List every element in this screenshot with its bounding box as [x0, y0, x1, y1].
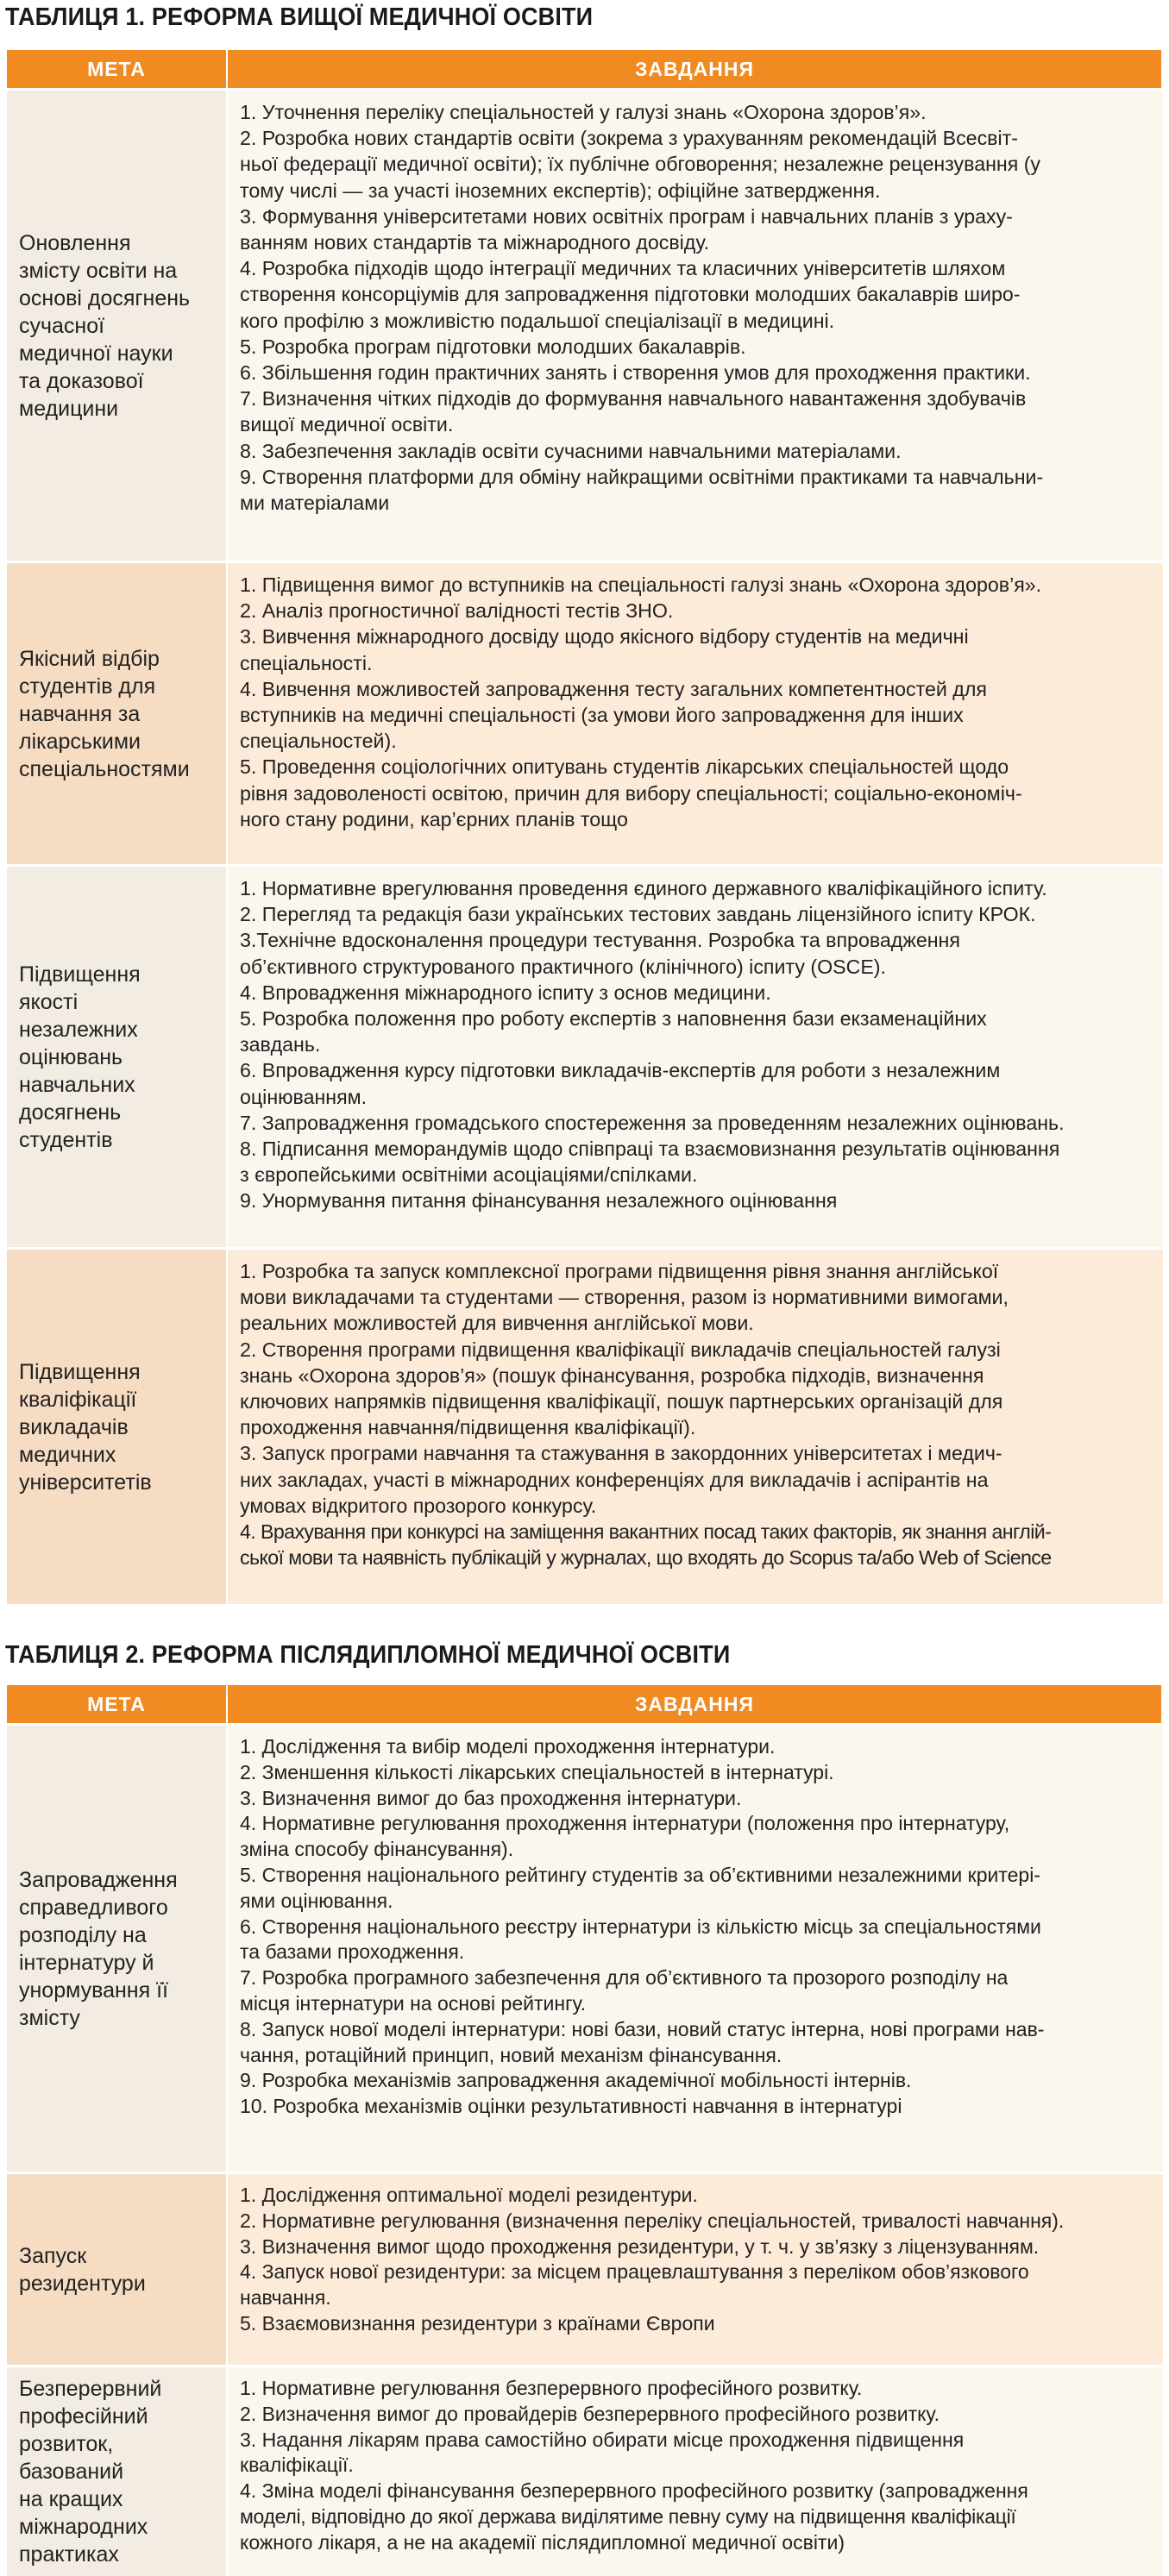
task-line: зміна способу фінансування). — [240, 1838, 514, 1861]
task-line: об’єктивного структурованого практичного (клінічного) іспиту (OSCE). — [240, 955, 886, 978]
task-line: ключових напрямків підвищення кваліфікації, пошук партнерських організацій для — [240, 1390, 1003, 1413]
table1-header-tasks: ЗАВДАННЯ — [228, 50, 1163, 88]
task-line: ньої федерації медичної освіти); їх публічне обговорення; незалежне рецензування (у — [240, 153, 1041, 176]
task-line: 10. Розробка механізмів оцінки результативності навчання в інтернатурі — [240, 2095, 902, 2118]
task-line: 3. Формування університетами нових освітніх програм і навчальних планів з ураху- — [240, 204, 1013, 228]
task-line: навчання. — [240, 2286, 331, 2310]
task-line: 1. Уточнення переліку спеціальностей у галузі знань «Охорона здоров’я». — [240, 101, 927, 123]
goal-line: Підвищення — [19, 1359, 141, 1384]
task-line: 1. Підвищення вимог до вступників на спеціальності галузі знань «Охорона здоров’я». — [240, 573, 1042, 596]
task-line: 8. Запуск нової моделі інтернатури: нові бази, новий статус інтерна, нові програми нав- — [240, 2017, 1045, 2040]
goal-line: спеціальностями — [19, 756, 190, 781]
task-line: 7. Запровадження громадського спостереження за проведенням незалежних оцінювань. — [240, 1111, 1065, 1134]
task-line: проходження навчання/підвищення кваліфікації). — [240, 1416, 696, 1439]
task-line: 5. Розробка програм підготовки молодших бакалаврів. — [240, 335, 746, 358]
task-line: завдань. — [240, 1033, 321, 1056]
goal-line: медичних — [19, 1442, 116, 1467]
task-line: 6. Створення національного реєстру інтернатури із кількістю місць за спеціальностями — [240, 1915, 1041, 1938]
task-line: кваліфікації. — [240, 2454, 354, 2477]
task-line: створення консорціумів для запровадження підготовки молодших бакалаврів широ- — [240, 283, 1021, 306]
goal-line: Безперервний — [19, 2377, 162, 2401]
goal-line: досягнень — [19, 1100, 122, 1125]
task-line: з європейськими освітніми асоціаціями/спілками. — [240, 1163, 698, 1187]
task-line: тому числі — за участі іноземних експертів); офіційне затвердження. — [240, 179, 881, 202]
task-line: знань «Охорона здоров’я» (пошук фінансування, розробка підходів, визначення — [240, 1363, 984, 1387]
goal-line: змісту освіти на — [19, 258, 178, 283]
task-line: 2. Створення програми підвищення кваліфікації викладачів спеціальностей галузі — [240, 1338, 1001, 1361]
task-line: 7. Визначення чітких підходів до формування навчального навантаження здобувачів — [240, 387, 1027, 411]
goal-line: унормування її — [19, 1977, 168, 2003]
task-line: 1. Дослідження оптимальної моделі резидентури. — [240, 2184, 698, 2206]
goal-line: міжнародних — [19, 2515, 148, 2539]
task-line: 3. Визначення вимог щодо проходження резидентури, у т. ч. у зв’язку з ліцензуванням. — [240, 2234, 1040, 2258]
task-line: рівня задоволеності освітою, причин для вибору спеціальності; соціально-економіч- — [240, 781, 1022, 805]
goal-line: оцінювань — [19, 1044, 123, 1069]
goal-line: кваліфікації — [19, 1387, 137, 1412]
table2-header-goal: МЕТА — [7, 1685, 228, 1723]
goal-line: резидентури — [19, 2271, 146, 2296]
task-line: них закладах, участі в міжнародних конференціях для викладачів і аспірантів на — [240, 1468, 989, 1491]
table1-row1-tasks — [228, 88, 1163, 561]
goal-line: на кращих — [19, 2487, 123, 2511]
task-line: спеціальності. — [240, 651, 373, 674]
task-line: спеціальностей). — [240, 730, 397, 753]
task-line: ями оцінювання. — [240, 1889, 393, 1912]
goal-line: лікарськими — [19, 729, 141, 754]
goal-line: університетів — [19, 1470, 152, 1495]
task-line: ванням нових стандартів та міжнародного досвіду. — [240, 231, 710, 254]
goal-line: Підвищення — [19, 962, 141, 987]
goal-text — [19, 645, 190, 783]
goal-text — [19, 2242, 146, 2297]
task-line: 2. Розробка нових стандартів освіти (зокрема з урахуванням рекомендацій Всесвіт- — [240, 127, 1018, 150]
table2-row2-tasks — [228, 2172, 1163, 2365]
table1 — [7, 50, 1163, 1604]
task-line: 8. Підписання меморандумів щодо співпраці та взаємовизнання результатів оцінювання — [240, 1138, 1060, 1161]
task-line: 6. Впровадження курсу підготовки викладачів-експертів для роботи з незалежним — [240, 1059, 1001, 1082]
task-line: 4. Врахування при конкурсі на заміщення вакантних посад таких факторів, як знання англій- — [240, 1520, 1052, 1544]
task-line: чання, ротаційний принцип, новий механізм фінансування. — [240, 2043, 782, 2066]
task-line: 2. Визначення вимог до провайдерів безперервного професійного розвитку. — [240, 2402, 940, 2425]
task-line: кого профілю з можливістю подальшої спеціалізації в медицині. — [240, 309, 835, 332]
goal-line: сучасної — [19, 313, 105, 338]
goal-line: та доказової — [19, 368, 144, 393]
task-line: 3. Вивчення міжнародного досвіду щодо якісного відбору студентів на медичні — [240, 625, 969, 649]
goal-line: навчальних — [19, 1072, 135, 1097]
goal-line: медицини — [19, 396, 119, 421]
task-line: 3. Визначення вимог до баз проходження інтернатури. — [240, 1786, 742, 1809]
goal-text — [19, 229, 190, 423]
task-line: 9. Розробка механізмів запровадження академічної мобільності інтернів. — [240, 2069, 912, 2092]
table1-row3-tasks — [228, 864, 1163, 1247]
table1-header-goal: МЕТА — [7, 50, 228, 88]
goal-text — [19, 1358, 152, 1496]
task-line: 4. Зміна моделі фінансування безперервного професійного розвитку (запровадження — [240, 2479, 1028, 2503]
task-line: мови викладачами та студентами — створення, разом із нормативними вимогами, — [240, 1286, 1009, 1309]
goal-text — [19, 2375, 161, 2568]
task-line: вступників на медичні спеціальності (за умови його запровадження для інших — [240, 704, 964, 727]
task-line: 1. Нормативне регулювання безперервного професійного розвитку. — [240, 2377, 863, 2399]
table2-title: ТАБЛИЦЯ 2. РЕФОРМА ПІСЛЯДИПЛОМНОЇ МЕДИЧНОЇ ОСВІТИ — [5, 1641, 731, 1669]
task-line: вищої медичної освіти. — [240, 413, 454, 436]
goal-text — [19, 961, 141, 1154]
table1-row2-goal — [7, 561, 228, 864]
goal-line: змісту — [19, 2005, 80, 2030]
task-line: умовах відкритого прозорого конкурсу. — [240, 1494, 597, 1517]
task-line: 5. Проведення соціологічних опитувань студентів лікарських спеціальностей щодо — [240, 755, 1009, 779]
task-line: ного стану родини, кар’єрних планів тощо — [240, 807, 628, 830]
goal-line: розвиток, — [19, 2432, 114, 2456]
task-line: оцінюванням. — [240, 1085, 368, 1108]
table1-row4-tasks — [228, 1247, 1163, 1604]
task-line: 2. Перегляд та редакція бази українських тестових завдань ліцензійного іспиту КРОК. — [240, 903, 1036, 926]
table2 — [7, 1685, 1163, 2576]
task-line: 4. Впровадження міжнародного іспиту з основ медицини. — [240, 981, 771, 1004]
task-line: 1. Нормативне врегулювання проведення єдиного державного кваліфікаційного іспиту. — [240, 877, 1047, 899]
goal-line: незалежних — [19, 1017, 138, 1042]
task-line: 5. Створення національного рейтингу студентів за об’єктивними незалежними критері- — [240, 1863, 1040, 1886]
goal-line: основі досягнень — [19, 285, 191, 310]
table2-row1-goal — [7, 1723, 228, 2172]
goal-line: професійний — [19, 2404, 148, 2429]
table2-row3-goal — [7, 2365, 228, 2576]
task-line: 4. Запуск нової резидентури: за місцем працевлаштування з переліком обов’язкового — [240, 2260, 1029, 2284]
table2-row2-goal — [7, 2172, 228, 2365]
task-line: 3. Запуск програми навчання та стажування в закордонних університетах і медич- — [240, 1442, 1002, 1465]
table2-header-tasks: ЗАВДАННЯ — [228, 1685, 1163, 1723]
task-line: місця інтернатури на основі рейтингу. — [240, 1991, 587, 2015]
task-line: 8. Забезпечення закладів освіти сучасними навчальними матеріалами. — [240, 439, 902, 462]
task-line: 4. Вивчення можливостей запровадження тесту загальних компетентностей для — [240, 677, 987, 700]
table1-row1-goal — [7, 88, 228, 561]
table1-row3-goal — [7, 864, 228, 1247]
task-line: 6. Збільшення годин практичних занять і створення умов для проходження практики. — [240, 361, 1031, 385]
task-line: та базами проходження. — [240, 1940, 465, 1964]
goal-text — [19, 1866, 178, 2032]
task-line: 4. Нормативне регулювання проходження інтернатури (положення про інтернатуру, — [240, 1812, 1010, 1835]
goal-line: навчання за — [19, 701, 141, 726]
task-line: ми матеріалами — [240, 492, 390, 515]
goal-line: якості — [19, 989, 79, 1014]
task-line: 3. Надання лікарям права самостійно обирати місце проходження підвищення — [240, 2428, 965, 2451]
goal-line: розподілу на — [19, 1922, 147, 1947]
goal-line: Оновлення — [19, 230, 131, 255]
table1-row4-goal — [7, 1247, 228, 1604]
goal-line: Запуск — [19, 2243, 87, 2268]
table2-row1-tasks — [228, 1723, 1163, 2172]
table1-title: ТАБЛИЦЯ 1. РЕФОРМА ВИЩОЇ МЕДИЧНОЇ ОСВІТИ — [5, 3, 594, 31]
task-line: 1. Розробка та запуск комплексної програми підвищення рівня знання англійської — [240, 1260, 999, 1282]
task-line: 1. Дослідження та вибір моделі проходження інтернатури. — [240, 1735, 776, 1758]
task-line: 2. Зменшення кількості лікарських спеціальностей в інтернатурі. — [240, 1760, 834, 1783]
goal-line: практиках — [19, 2542, 119, 2567]
task-line: реальних можливостей для вивчення англійської мови. — [240, 1312, 754, 1335]
goal-line: студентів для — [19, 674, 156, 699]
goal-line: інтернатуру й — [19, 1950, 154, 1975]
task-line: 9. Створення платформи для обміну найкращими освітніми практиками та навчальни- — [240, 465, 1044, 488]
goal-line: Запровадження — [19, 1867, 178, 1892]
task-line: ської мови та наявність публікацій у журналах, що входять до Scopus та/або Web of Science — [240, 1546, 1052, 1570]
task-line: 7. Розробка програмного забезпечення для об’єктивного та прозорого розподілу на — [240, 1966, 1009, 1990]
task-line: кожного лікаря, а не на академії післядипломної медичної освіти) — [240, 2530, 845, 2554]
goal-line: справедливого — [19, 1895, 168, 1920]
task-line: 2. Аналіз прогностичної валідності тестів ЗНО. — [240, 599, 674, 623]
task-line: 5. Взаємовизнання резидентури з країнами Європи — [240, 2311, 715, 2335]
task-line: 4. Розробка підходів щодо інтеграції медичних та класичних університетів шляхом — [240, 257, 1006, 280]
task-line: 5. Розробка положення про роботу експертів з наповнення бази екзаменаційних — [240, 1007, 987, 1031]
goal-line: викладачів — [19, 1414, 129, 1439]
task-line: моделі, відповідно до якої держава виділятиме певну суму на підвищення кваліфікації — [240, 2504, 1016, 2528]
task-line: 9. Унормування питання фінансування незалежного оцінювання — [240, 1189, 838, 1213]
goal-line: студентів — [19, 1127, 113, 1152]
table1-row2-tasks — [228, 561, 1163, 864]
table2-row3-tasks — [228, 2365, 1163, 2576]
goal-line: Якісний відбір — [19, 646, 160, 671]
goal-line: базований — [19, 2460, 124, 2484]
goal-line: медичної науки — [19, 341, 173, 366]
task-line: 3.Технічне вдосконалення процедури тестування. Розробка та впровадження — [240, 929, 960, 952]
task-line: 2. Нормативне регулювання (визначення переліку спеціальностей, тривалості навчання). — [240, 2209, 1065, 2232]
